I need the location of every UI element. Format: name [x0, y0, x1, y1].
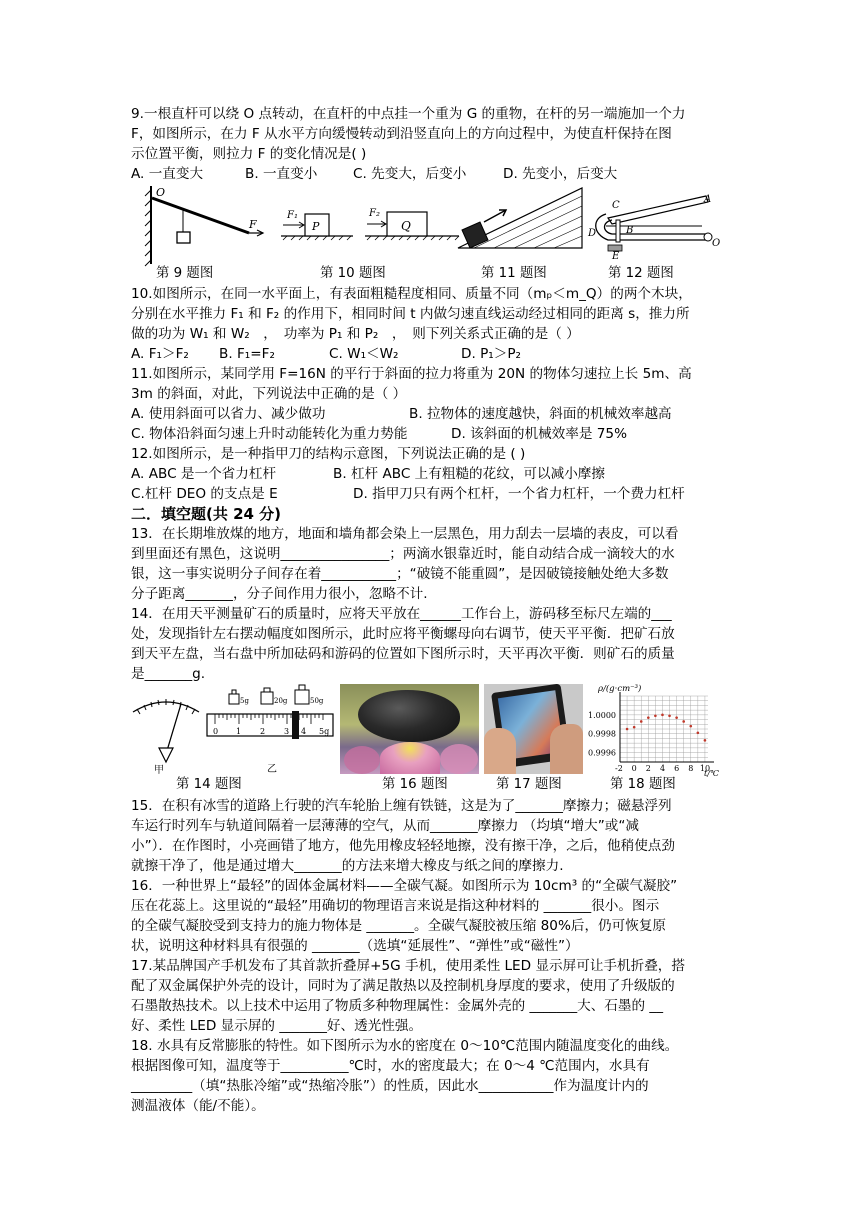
q16-line-4: 状，说明这种材料具有很强的 _______（选填“延展性”、“弹性”或“磁性”） — [131, 938, 579, 954]
fig14-caption: 第 14 题图 — [176, 777, 242, 792]
q11-line-1: 11.如图所示，某同学用 F=16N 的平行于斜面的拉力将重为 20N 的物体匀速拉上长 5m、高 — [131, 366, 692, 382]
q15-line-2: 车运行时列车与轨道间隔着一层薄薄的空气，从而_______摩擦力 （均填“增大”或“减 — [131, 818, 640, 834]
fig14-label-yi: 乙 — [267, 764, 277, 775]
density-data-point — [689, 725, 692, 728]
y-tick-label: 1.0000 — [588, 710, 616, 720]
x-tick-label: 0 — [631, 764, 637, 773]
q11-option-c: C. 物体沿斜面匀速上升时动能转化为重力势能 — [131, 426, 408, 442]
q9-option-d: D. 先变小，后变大 — [503, 166, 618, 182]
density-data-point — [661, 714, 664, 717]
fig10-label-q: Q — [401, 219, 411, 233]
x-tick-label: 10 — [699, 764, 711, 773]
q18-line-2: 根据图像可知，温度等于__________℃时，水的密度最大；在 0～4 ℃范围内，水具有 — [131, 1058, 650, 1074]
fig12-label-b: B — [626, 225, 634, 236]
q9-option-b: B. 一直变小 — [245, 166, 318, 182]
chart-ticks — [588, 711, 710, 773]
aerogel-on-flower-photo — [340, 684, 479, 774]
x-tick-label: 4 — [659, 764, 666, 773]
fig17-caption: 第 17 题图 — [496, 777, 562, 792]
fig9-lever-diagram — [143, 184, 265, 268]
q14-line-3: 到天平左盘，当右盘中所加砝码和游码的位置如下图所示时，天平再次平衡．则矿石的质量 — [131, 646, 675, 662]
folding-phone-photo — [484, 684, 583, 774]
q9-line-2: F，如图所示，在力 F 从水平方向缓慢转动到沿竖直向上的方向过程中，为使直杆保持在图 — [131, 126, 672, 142]
x-tick-label: 8 — [688, 764, 694, 773]
q12-line-1: 12.如图所示，是一种指甲刀的结构示意图，下列说法正确的是 ( ) — [131, 446, 526, 462]
fig18-density-chart — [588, 682, 720, 778]
q15-line-1: 15．在积有冰雪的道路上行驶的汽车轮胎上缠有铁链，这是为了_______摩擦力；磁悬浮列 — [131, 798, 672, 814]
x-tick-label: 6 — [674, 764, 680, 773]
density-data-point — [633, 726, 636, 729]
density-data-point — [682, 720, 685, 723]
aerogel-block — [358, 690, 460, 742]
q9-option-a: A. 一直变大 — [131, 166, 204, 182]
fig10-label-f1: F₁ — [287, 210, 298, 221]
q17-line-3: 石墨散热技术。以上技术中运用了物质多种物理属性：金属外壳的 _______大、石墨的 __ — [131, 998, 663, 1014]
q13-line-1: 13．在长期堆放煤的地方，地面和墙角都会染上一层黑色，用力刮去一层墙的表皮，可以看 — [131, 526, 679, 542]
q10-option-d: D. P₁＞P₂ — [461, 346, 521, 362]
q17-line-2: 配了双金属保护外壳的设计，同时为了满足散热以及控制机身厚度的要求，使用了升级版的 — [131, 978, 675, 994]
density-data-point — [697, 731, 700, 734]
q11-option-a: A. 使用斜面可以省力、减少做功 — [131, 406, 326, 422]
q10-option-a: A. F₁＞F₂ — [131, 346, 189, 362]
fig10-caption: 第 10 题图 — [320, 266, 386, 281]
fig9-caption: 第 9 题图 — [156, 266, 214, 281]
q12-option-c: C.杠杆 DEO 的支点是 E — [131, 486, 278, 502]
right-hand — [550, 724, 583, 774]
fig9-label-f: F — [249, 218, 257, 231]
density-data-point — [654, 715, 657, 718]
q15-line-4: 就擦干净了，他是通过增大_______的方法来增大橡皮与纸之间的摩擦力. — [131, 858, 564, 874]
q18-line-4: 测温液体（能/不能）。 — [131, 1098, 265, 1114]
fig12-nail-clipper-diagram — [586, 190, 720, 260]
density-data-point — [626, 728, 629, 731]
q10-line-2: 分别在水平推力 F₁ 和 F₂ 的作用下，相同时间 t 内做匀速直线运动经过相同的距离 s，推力所 — [131, 306, 690, 322]
x-tick-label: 2 — [645, 764, 651, 773]
fig12-label-e: E — [612, 251, 620, 260]
q13-line-3: 银，这一事实说明分子间存在着___________；“破镜不能重圆”，是因破镜接触处绝大多数 — [131, 566, 669, 582]
q14-line-1: 14．在用天平测量矿石的质量时，应将天平放在______工作台上，游码移至标尺左端的___ — [131, 606, 672, 622]
q14-line-4: 是_______g. — [131, 666, 206, 682]
q18-line-1: 18. 水具有反常膨胀的特性。如下图所示为水的密度在 0～10℃范围内随温度变化的曲线。 — [131, 1038, 679, 1054]
q12-option-b: B. 杠杆 ABC 上有粗糙的花纹，可以减小摩擦 — [333, 466, 605, 482]
left-hand — [484, 728, 516, 774]
q11-line-2: 3m 的斜面，对此，下列说法中正确的是（ ） — [131, 386, 407, 402]
q17-line-1: 17.某品牌国产手机发布了其首款折叠屏+5G 手机，使用柔性 LED 显示屏可让手机折叠，搭 — [131, 958, 685, 974]
q16-line-2: 压在花蕊上。这里说的“最轻”用确切的物理语言来说是指这种材料的 _______很小。图示 — [131, 898, 660, 914]
fig10-label-p: P — [312, 220, 320, 233]
weight-5g-label: 5g — [240, 697, 249, 705]
q9-line-3: 示位置平衡，则拉力 F 的变化情况是( ) — [131, 146, 367, 162]
x-tick-label: -2 — [615, 764, 623, 773]
q11-option-d: D. 该斜面的机械效率是 75% — [451, 426, 627, 442]
fig16-caption: 第 16 题图 — [382, 777, 448, 792]
q15-line-3: 小”）．在作图时，小亮画错了地方，他先用橡皮轻轻地擦，没有擦干净，之后，他稍使点劲 — [131, 838, 675, 854]
scale-tick-4: 4 — [301, 727, 307, 736]
q14-line-2: 处，发现指针左右摆动幅度如图所示，此时应将平衡螺母向右调节，使天平平衡．把矿石放 — [131, 626, 675, 642]
fig12-label-o: O — [712, 238, 720, 249]
q10-line-1: 10.如图所示，在同一水平面上，有表面粗糙程度相同、质量不同（mₚ＜m_Q）的两个木块， — [131, 286, 692, 302]
weight-20g-label: 20g — [274, 697, 288, 705]
fig18-caption: 第 18 题图 — [610, 777, 676, 792]
chart-grid — [620, 696, 708, 762]
q12-option-a: A. ABC 是一个省力杠杆 — [131, 466, 277, 482]
q17-line-4: 好、柔性 LED 显示屏的 _______好、透光性强。 — [131, 1018, 423, 1034]
flower-petals — [380, 742, 440, 774]
fig14-weights-and-scale — [205, 684, 337, 776]
fig10-label-f2: F₂ — [369, 208, 380, 219]
scale-tick-3: 3 — [284, 727, 290, 736]
weight-50g-label: 50g — [310, 697, 324, 705]
q10-option-c: C. W₁＜W₂ — [329, 346, 399, 362]
chart-series — [626, 714, 706, 742]
density-data-point — [675, 716, 678, 719]
density-data-point — [640, 720, 643, 723]
q16-line-1: 16．一种世界上“最轻”的固体金属材料——全碳气凝。如图所示为 10cm³ 的“全碳气凝胶” — [131, 878, 678, 894]
fig10-blocks-diagram — [279, 196, 463, 242]
q9-option-c: C. 先变大，后变小 — [353, 166, 467, 182]
q13-line-2: 到里面还有黑色，这说明________________；两滴水银靠近时，能自动结合成一滴较大的水 — [131, 546, 675, 562]
q12-option-d: D. 指甲刀只有两个杠杆，一个省力杠杆，一个费力杠杆 — [353, 486, 685, 502]
chart-xlabel: t/℃ — [704, 769, 719, 778]
fig12-label-d: D — [588, 228, 597, 239]
fig14-label-jia: 甲 — [154, 765, 164, 774]
q10-option-b: B. F₁=F₂ — [219, 346, 275, 362]
fig12-label-a: A — [704, 194, 712, 205]
scale-tick-2: 2 — [260, 727, 266, 736]
chart-ylabel: ρ/(g·cm⁻³) — [598, 684, 642, 694]
q11-option-b: B. 拉物体的速度越快，斜面的机械效率越高 — [409, 406, 672, 422]
density-data-point — [704, 739, 707, 742]
q10-line-3: 做的功为 W₁ 和 W₂ ， 功率为 P₁ 和 P₂ ， 则下列关系式正确的是（ ） — [131, 326, 580, 342]
fig12-caption: 第 12 题图 — [608, 266, 674, 281]
scale-tick-5: 5g — [319, 727, 330, 736]
y-tick-label: 0.9998 — [588, 729, 616, 739]
density-data-point — [668, 715, 671, 718]
fig11-caption: 第 11 题图 — [481, 266, 547, 281]
q18-line-3: _________（填“热胀冷缩”或“热缩冷胀”）的性质，因此水___________作为温度计内的 — [131, 1078, 649, 1094]
fig11-incline-diagram — [454, 182, 590, 252]
q13-line-4: 分子距离_______，分子间作用力很小，忽略不计. — [131, 586, 428, 602]
scale-tick-1: 1 — [236, 727, 242, 736]
fig14-balance-pointer — [129, 690, 203, 774]
section-2-title: 二．填空题(共 24 分) — [131, 505, 282, 523]
q16-line-3: 的全碳气凝胶受到支持力的施力物体是 _______。全碳气凝胶被压缩 80%后，仍可恢复原 — [131, 918, 667, 934]
q9-line-1: 9.一根直杆可以绕 O 点转动，在直杆的中点挂一个重为 G 的重物，在杆的另一端施加一个力 — [131, 106, 686, 122]
scale-tick-0: 0 — [213, 727, 219, 736]
density-data-point — [647, 716, 650, 719]
fig9-label-o: O — [156, 186, 166, 199]
fig12-label-c: C — [612, 200, 620, 211]
y-tick-label: 0.9996 — [588, 748, 616, 758]
